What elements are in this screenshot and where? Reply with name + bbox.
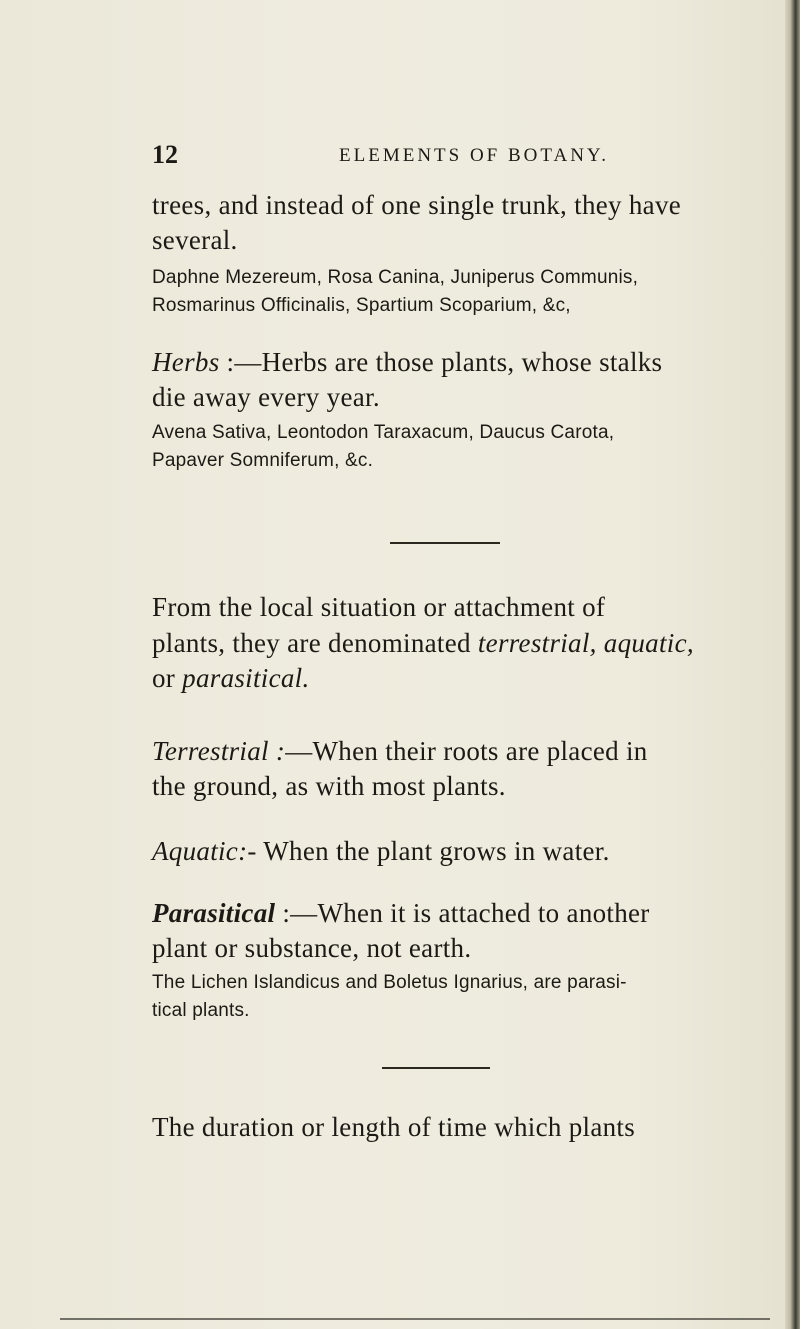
- trees-text-line-1: trees, and instead of one single trunk, they have: [152, 190, 682, 220]
- aquatic-definition: [152, 836, 762, 867]
- page-number: 12: [152, 140, 178, 169]
- situation-line-2-text: plants, they are denominated: [152, 628, 478, 658]
- aquatic-definition-text: When the plant grows in water.: [256, 836, 610, 866]
- parasitical-term: Parasitical: [152, 898, 276, 928]
- aquatic-term: Aquatic:-: [152, 836, 257, 866]
- situation-line-3-text: or: [152, 663, 183, 693]
- aquatic-word: aquatic,: [603, 628, 694, 658]
- herbs-examples-line-1: Avena Sativa, Leontodon Taraxacum, Daucus Carota,: [152, 422, 615, 443]
- parasitical-definition-line-1: [152, 898, 762, 929]
- terrestrial-definition-line-1: [152, 736, 762, 767]
- trees-examples-line-1: Daphne Mezereum, Rosa Canina, Juniperus Communis,: [152, 267, 639, 288]
- terrestrial-definition-text: —When their roots are placed in: [285, 736, 648, 766]
- herbs-examples-line-2: Papaver Somniferum, &c.: [152, 450, 374, 471]
- situation-line-3: [152, 663, 762, 694]
- duration-line-1: The duration or length of time which plants: [152, 1112, 636, 1142]
- trees-examples-line-2: Rosmarinus Officinalis, Spartium Scoparium, &c,: [152, 295, 571, 316]
- parasitical-definition-text: :—When it is attached to another: [275, 898, 650, 928]
- page-header: [152, 140, 772, 170]
- section-divider: [390, 542, 500, 544]
- herbs-definition-text: :—Herbs are those plants, whose stalks: [219, 347, 663, 377]
- parasitical-examples-line-2: tical plants.: [152, 1000, 250, 1021]
- herbs-definition-line-1: [152, 347, 762, 378]
- herbs-definition-line-2: die away every year.: [152, 382, 380, 412]
- book-gutter-edge: [785, 0, 800, 1329]
- page-bottom-edge: [60, 1318, 770, 1320]
- situation-line-1: From the local situation or attachment of: [152, 592, 606, 622]
- trees-text-line-2: several.: [152, 225, 238, 255]
- situation-line-2: [152, 628, 762, 659]
- running-head: ELEMENTS OF BOTANY.: [339, 145, 609, 166]
- terrestrial-definition-line-2: the ground, as with most plants.: [152, 771, 506, 801]
- herbs-term: Herbs: [152, 347, 220, 377]
- parasitical-examples-line-1: The Lichen Islandicus and Boletus Ignarius, are parasi-: [152, 972, 627, 993]
- section-divider-2: [382, 1067, 490, 1069]
- parasitical-word: parasitical.: [182, 663, 310, 693]
- parasitical-definition-line-2: plant or substance, not earth.: [152, 933, 472, 963]
- terrestrial-term: Terrestrial :: [152, 736, 286, 766]
- terrestrial-word: terrestrial,: [477, 628, 597, 658]
